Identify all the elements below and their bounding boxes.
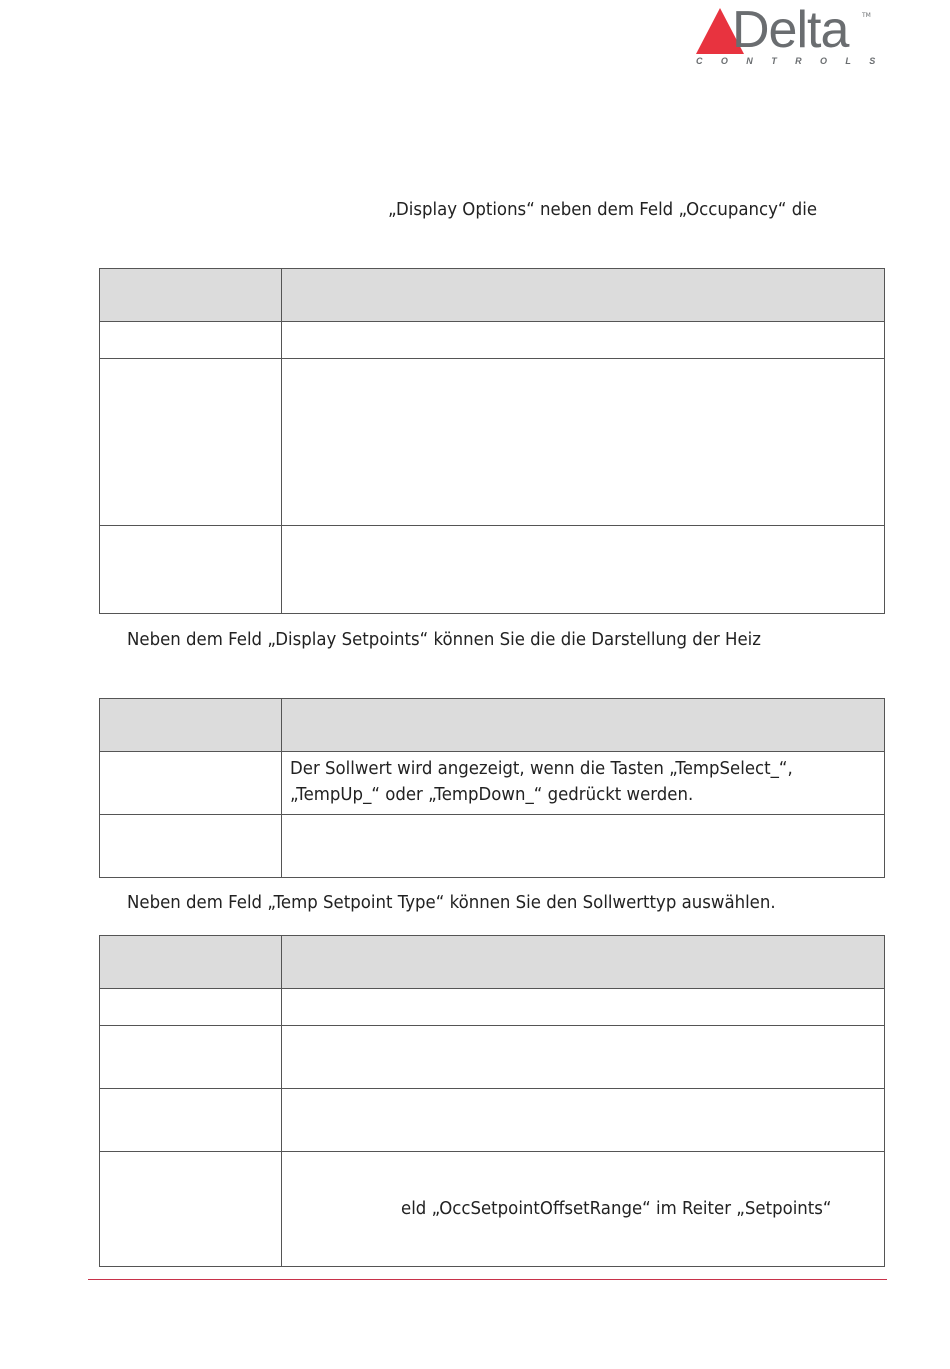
logo-wordmark: Delta <box>732 1 849 59</box>
table-cell <box>100 815 282 878</box>
table-cell <box>100 989 282 1026</box>
table-header-row <box>100 269 885 322</box>
table-cell <box>282 1026 885 1089</box>
table-header-cell <box>282 936 885 989</box>
cell-text-line: Der Sollwert wird angezeigt, wenn die Tasten „TempSelect_“, <box>290 758 793 779</box>
table-cell <box>100 1152 282 1267</box>
table-row <box>100 989 885 1026</box>
logo-trademark: TM <box>862 12 871 19</box>
table-cell <box>100 752 282 815</box>
table-temp-setpoint-type <box>99 935 885 1267</box>
table-cell <box>282 752 885 815</box>
table-cell <box>100 322 282 359</box>
paragraph-temp-setpoint-type: Neben dem Feld „Temp Setpoint Type“ können Sie den Sollwerttyp auswählen. <box>127 892 776 913</box>
table-cell <box>282 1089 885 1152</box>
table-cell <box>100 359 282 526</box>
table-header-cell <box>282 699 885 752</box>
table-cell <box>100 526 282 614</box>
table-row <box>100 1152 885 1267</box>
paragraph-display-options: „Display Options“ neben dem Feld „Occupancy“ die <box>388 199 818 220</box>
table-header-row <box>100 936 885 989</box>
table-header-cell <box>100 269 282 322</box>
table-cell <box>282 322 885 359</box>
table-header-row <box>100 699 885 752</box>
table-header-cell <box>282 269 885 322</box>
table-row <box>100 526 885 614</box>
table-cell <box>282 359 885 526</box>
table-row <box>100 322 885 359</box>
table-display-setpoints <box>99 698 885 878</box>
table-cell <box>282 815 885 878</box>
table-occupancy-display <box>99 268 885 614</box>
table-row <box>100 1026 885 1089</box>
logo-subtitle: CONTROLS <box>696 56 894 66</box>
table-row <box>100 752 885 815</box>
footer-divider <box>88 1279 887 1280</box>
cell-text-line: „TempUp_“ oder „TempDown_“ gedrückt werden. <box>290 784 694 805</box>
table-cell <box>282 989 885 1026</box>
cell-text-fragment: eld „OccSetpointOffsetRange“ im Reiter „Setpoints“ <box>401 1198 832 1219</box>
table-cell <box>100 1089 282 1152</box>
delta-controls-logo <box>696 1 894 70</box>
table-cell <box>282 526 885 614</box>
paragraph-display-setpoints: Neben dem Feld „Display Setpoints“ können Sie die die Darstellung der Heiz <box>127 629 761 650</box>
table-header-cell <box>100 936 282 989</box>
table-row <box>100 1089 885 1152</box>
table-cell <box>100 1026 282 1089</box>
table-cell <box>282 1152 885 1267</box>
table-header-cell <box>100 699 282 752</box>
table-row <box>100 815 885 878</box>
table-row <box>100 359 885 526</box>
